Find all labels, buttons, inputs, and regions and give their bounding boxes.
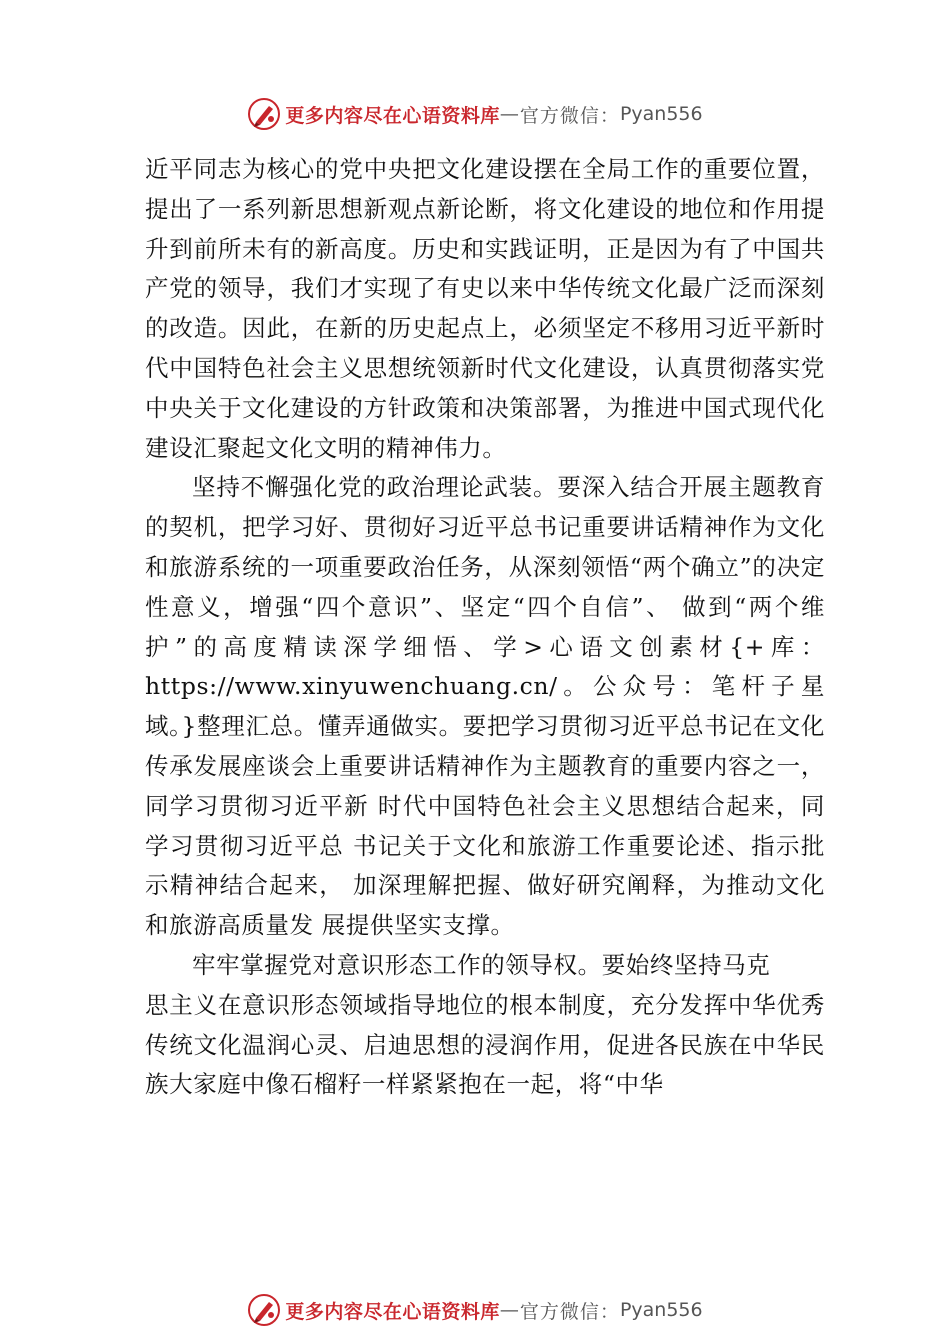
header-banner xyxy=(0,94,950,134)
paragraph-3: 牢牢掌握党对意识形态工作的领导权。要始终坚持马克 xyxy=(192,950,771,979)
paragraph-1: 近平同志为核心的党中央把文化建设摆在全局工作的重要位置，提出了一系列新思想新观点新论断，将文化建设的地位和作用提升到前所未有的新高度。历史和实践证明，正是因为有了中国共产党的领导，我们才实现了有史以来中华传统文化最广泛而深刻的改造。因此，在新的历史起点上，必须坚定不移用习近平新时代中国特色社会主义思想统领新时代文化建设，认真贯彻落实党中央关于文化建设的方针政策和决策部署，为推进中国式现代化建设汇聚起文化文明的精神伟力。 xyxy=(145,155,825,462)
banner-dash: — xyxy=(499,103,520,125)
footer-wechat-id: Pyan556 xyxy=(619,1299,703,1321)
document-body xyxy=(145,150,825,1105)
pen-logo-icon xyxy=(247,97,281,131)
pen-logo-icon xyxy=(247,1293,281,1327)
footer-left-text: 更多内容尽在心语资料库 xyxy=(285,1300,500,1323)
footer-dash: — xyxy=(499,1299,520,1321)
paragraph-2: 坚持不懈强化党的政治理论武装。要深入结合开展主题教育的契机，把学习好、贯彻好习近平总书记重要讲话精神作为文化和旅游系统的一项重要政治任务，从深刻领悟“两个确立”的决定性意义，增强“四个意识”、坚定“四个自信”、 做到“两个维护”的高度精读深学细悟、学>心语文创素材{+库：https://www.xinyuwenchuang.cn/。公众号：笔杆子星域。}整理汇总。懂弄通做实。要把学习贯彻习近平总书记在文化传承发展座谈会上重要讲话精神作为主题教育的重要内容之一，同学习贯彻习近平新 时代中国特色社会主义思想结合起来，同学习贯彻习近平总 书记关于文化和旅游工作重要论述、指示批示精神结合起来， 加深理解把握、做好研究阐释，为推动文化和旅游高质量发 展提供坚实支撑。 xyxy=(145,473,825,940)
paragraph-4: 思主义在意识形态领域指导地位的根本制度，充分发挥中华优秀传统文化温润心灵、启迪思想的浸润作用，促进各民族在中华民族大家庭中像石榴籽一样紧紧抱在一起，将“中华 xyxy=(145,990,825,1099)
footer-right-text: 官方微信： xyxy=(519,1300,620,1323)
banner-right-text: 官方微信： xyxy=(519,104,620,127)
footer-banner xyxy=(0,1290,950,1330)
banner-wechat-id: Pyan556 xyxy=(619,103,703,125)
banner-left-text: 更多内容尽在心语资料库 xyxy=(285,104,500,127)
